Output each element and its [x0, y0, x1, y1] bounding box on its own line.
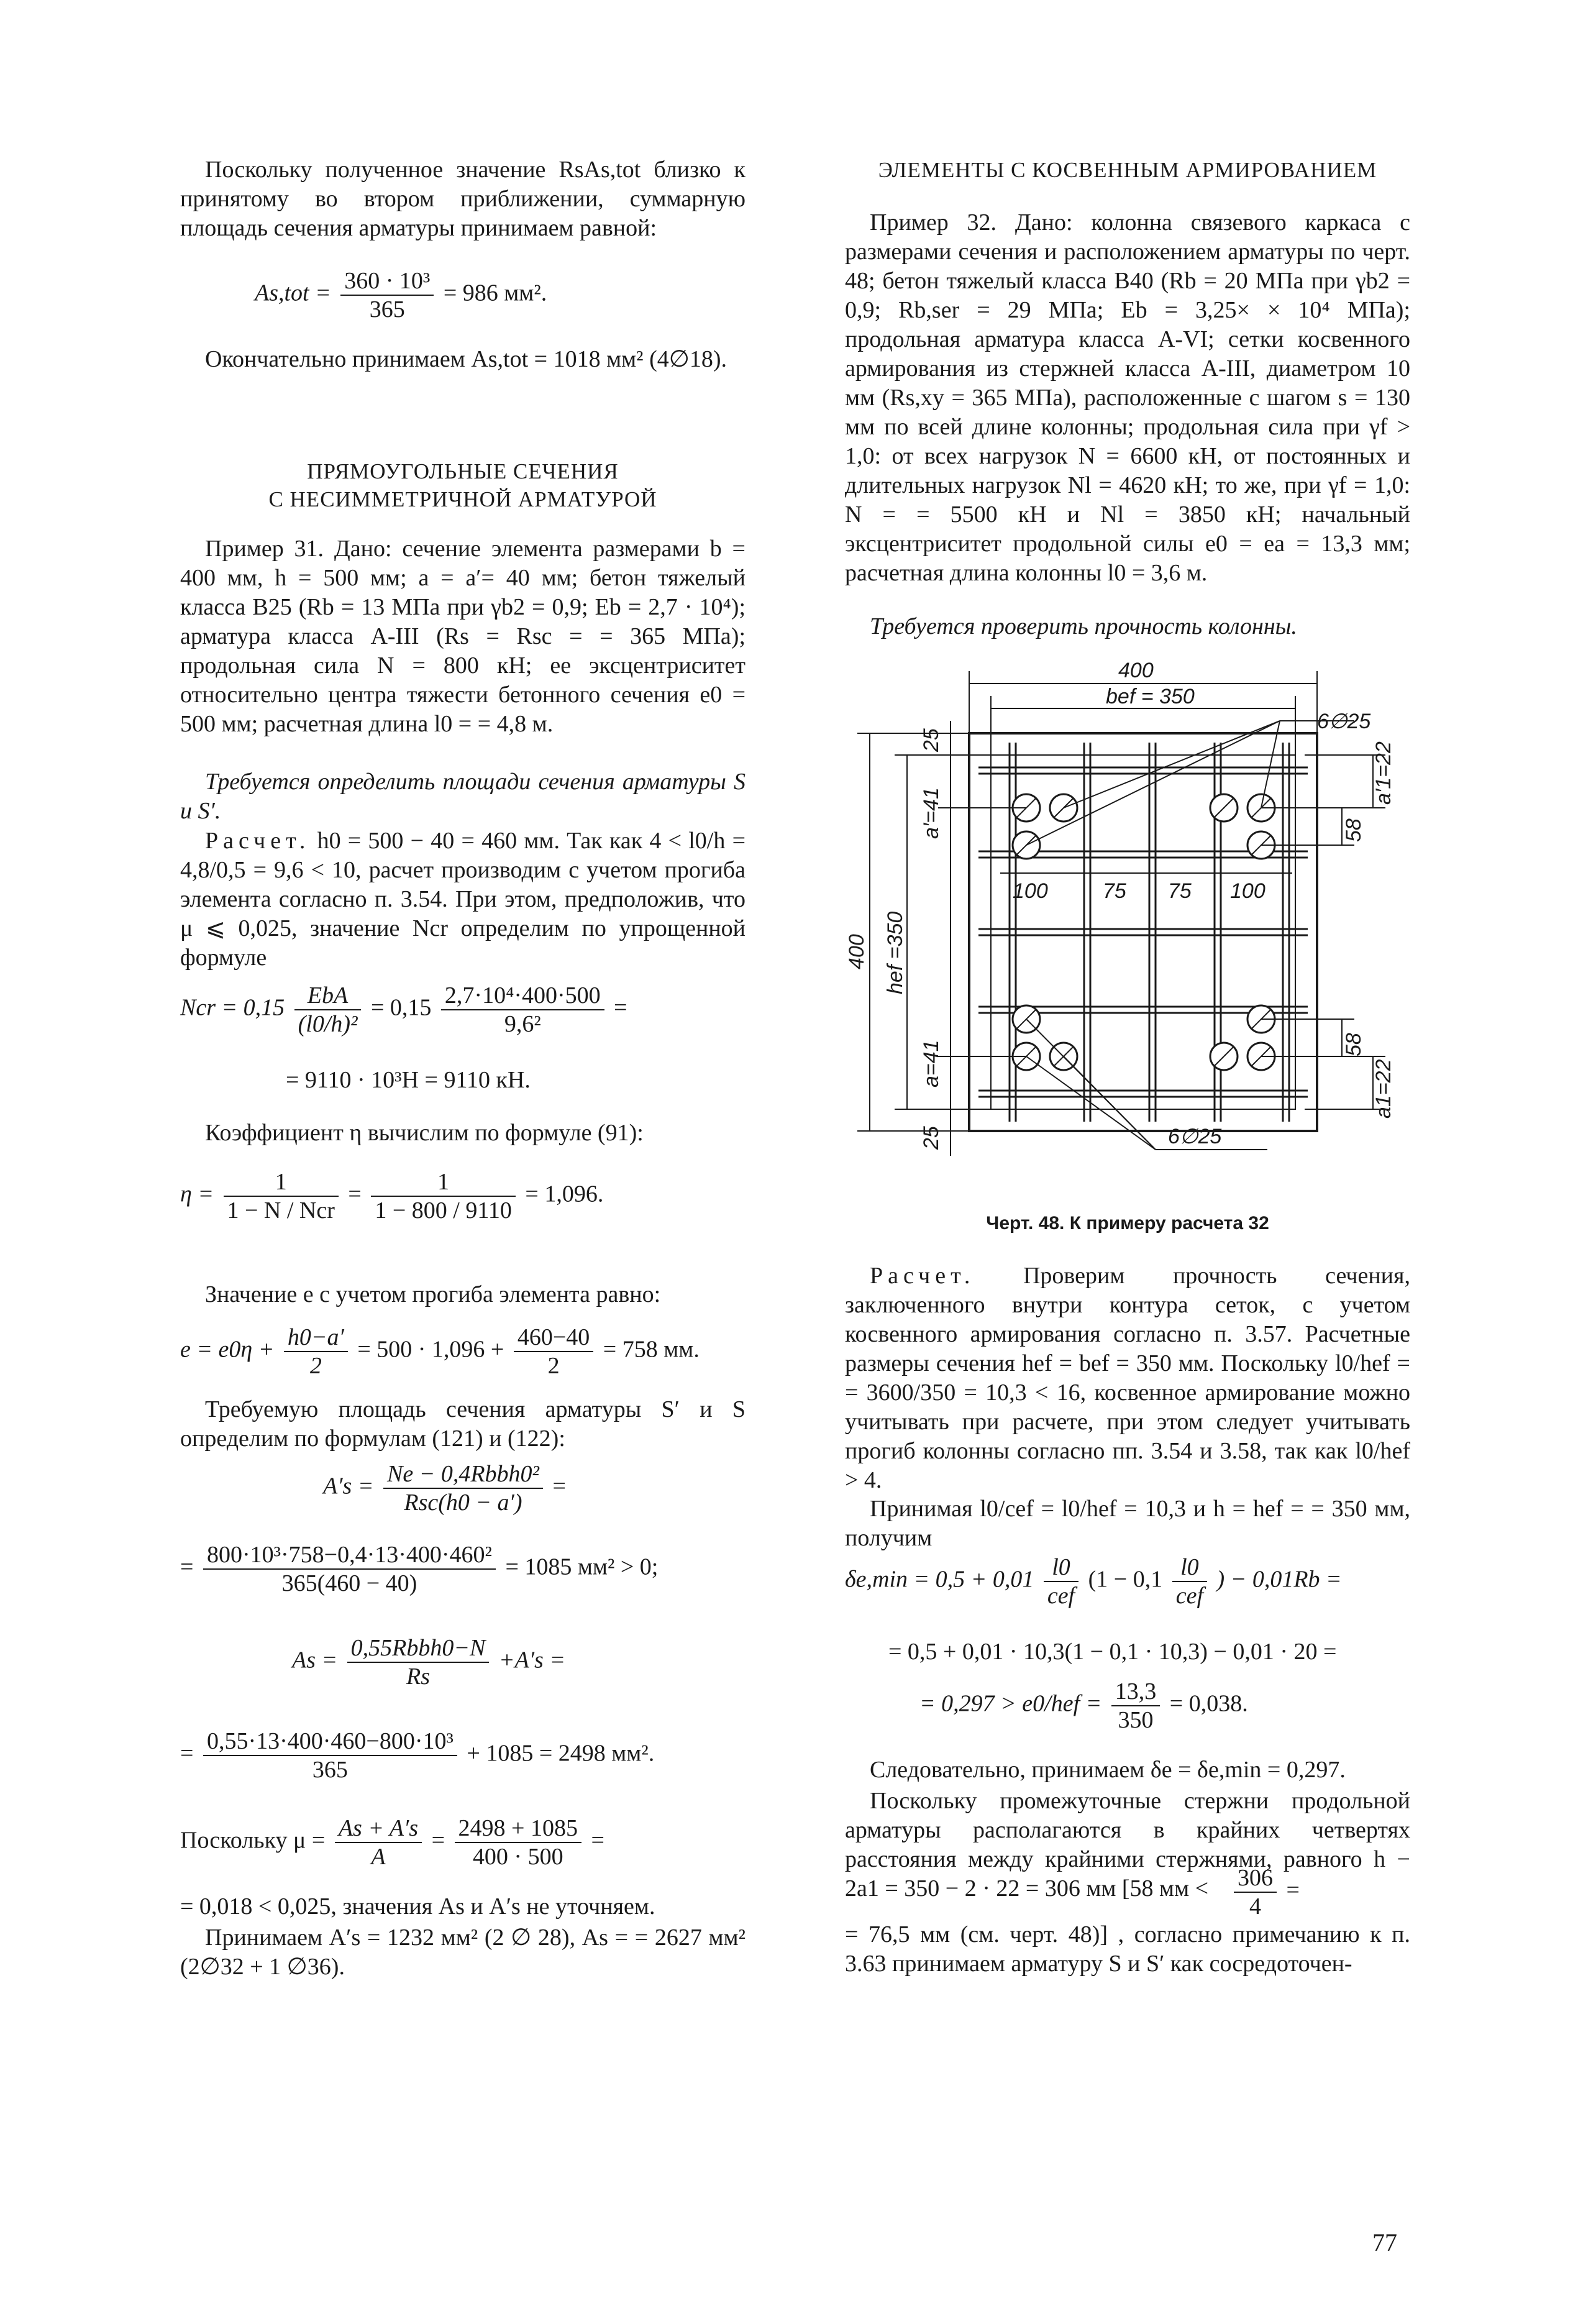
numerator: 360 · 10³ [340, 267, 434, 296]
fraction [284, 1324, 348, 1380]
numerator: 0,55Rbbh0−N [347, 1634, 490, 1663]
formula-end: = [614, 994, 627, 1021]
denominator: cef [1175, 1583, 1204, 1609]
fraction [1172, 1554, 1207, 1609]
numerator: 800·10³·758−0,4·13·400·460² [203, 1541, 496, 1570]
formula-rhs: + 1085 = 2498 мм². [467, 1740, 655, 1767]
paragraph-final-area: Окончательно принимаем As,tot = 1018 мм² (4∅18). [205, 346, 727, 372]
fraction [340, 267, 434, 323]
section-heading-indirect: ЭЛЕМЕНТЫ С КОСВЕННЫМ АРМИРОВАНИЕМ [878, 158, 1377, 182]
formula-eta: η = $\frac{1}{\text{1 − N / Ncr}}$ = $\frac{1}{1 - 800 / 9110}$ = 1,096. [180, 1169, 604, 1224]
calc-label: Расчет. [205, 828, 311, 854]
dim-a-prime: a′=41 [919, 787, 943, 839]
formula-as-tot [255, 267, 820, 323]
numerator: 0,55·13·400·460−800·10³ [203, 1728, 457, 1756]
numerator: 306 [1234, 1864, 1277, 1893]
formula-mu [180, 1815, 746, 1870]
fraction [371, 1168, 516, 1224]
denominator: 2 [547, 1353, 560, 1379]
fraction [383, 1460, 543, 1516]
denominator: Rs [406, 1664, 430, 1690]
formula-as-value: = $\frac{\text{0,55·13·400·460−800·10³}}{365}$ + 1085 = 2498 мм². [180, 1728, 655, 1783]
formula-lhs: As = [292, 1647, 338, 1673]
formula-delta-line3 [919, 1678, 1485, 1734]
dim-75-b: 75 [1168, 879, 1192, 903]
formula-lhs: δe,min = 0,5 + 0,01 [845, 1566, 1034, 1593]
formula-mid: = 500 · 1,096 + [357, 1336, 504, 1363]
paragraph-taking: Принимая l0/cef = l0/hef = 10,3 и h = hef = = 350 мм, получим [845, 1496, 1410, 1551]
paragraph-example-31: Пример 31. Дано: сечение элемента размерами b = 400 мм, h = 500 мм; a = a′= 40 мм; бетон тяжелый класса В25 (Rb = 13 МПа при γb2 = 0,9; Eb = 2,7 · 10⁴); арматура класса А-III (Rs = Rsc = = 365 МПа); продольная сила N = 800 кН; ее эксцентриситет относительно центра тяжести бетонного сечения e0 = 500 мм; расчетная длина l0 = = 4,8 м. [180, 536, 746, 737]
formula-as [292, 1634, 857, 1690]
formula-lhs: As,tot = [255, 280, 331, 306]
page-number: 77 [1372, 2228, 1397, 2256]
dim-hef: hef =350 [883, 911, 907, 994]
fraction [1111, 1678, 1161, 1734]
fraction [441, 982, 604, 1038]
numerator: l0 [1044, 1554, 1078, 1582]
paragraph-calc [180, 826, 746, 973]
dim-a: a=41 [919, 1040, 943, 1087]
denominator: 350 [1118, 1707, 1154, 1733]
numerator: 460−40 [514, 1324, 593, 1352]
fraction [347, 1634, 490, 1690]
paragraph-mu-result: = 0,018 < 0,025, значения As и A′s не уточняем. [180, 1893, 655, 1920]
formula-as-prime [323, 1460, 888, 1516]
paragraph-eta: Коэффициент η вычислим по формуле (91): [205, 1120, 644, 1146]
denominator: 2 [309, 1353, 322, 1379]
formula-rhs: = 0,038. [1169, 1690, 1248, 1717]
dim-a1-prime: a′1=22 [1372, 741, 1395, 805]
paragraph-example-32: Пример 32. Дано: колонна связевого каркаса с размерами сечения и расположением арматуры по черт. 48; бетон тяжелый класса В40 (Rb = 20 МПа при γb2 = 0,9; Rb,ser = 29 МПа; Eb = 3,25× × 10⁴ МПа); продольная арматура класса А-VI; сетки косвенного армирования из стержней класса А-III, диаметром 10 мм (Rs,xy = 365 МПа), расположенные с шагом s = 130 мм по всей длине колонны; продольная сила при γf > 1,0: от всех нагрузок N = 6600 кН, от постоянных и длительных нагрузок Nl = 4620 кН; то же, при γf = 1,0: N = = 5500 кН и Nl = 3850 кН; начальный эксцентриситет продольной силы e0 = ea = 13,3 мм; расчетная длина колонны l0 = 3,6 м. [845, 209, 1410, 586]
paragraph-accept: Принимаем A′s = 1232 мм² (2 ∅ 28), As = = 2627 мм² (2∅32 + 1 ∅36). [180, 1925, 746, 1980]
denominator: 365 [369, 296, 405, 323]
dim-25-bottom: 25 [919, 1126, 943, 1150]
denominator: 365 [312, 1757, 348, 1783]
denominator: 4 [1249, 1893, 1261, 1920]
fraction [1044, 1554, 1078, 1609]
formula-rhs: = 1,096. [525, 1181, 604, 1207]
denominator: 400 · 500 [472, 1844, 563, 1870]
dim-75-a: 75 [1103, 879, 1126, 903]
dim-58-bottom: 58 [1342, 1033, 1366, 1056]
formula-ncr-result: = 9110 · 10³H = 9110 кН. [286, 1067, 531, 1093]
dim-58-top: 58 [1342, 818, 1366, 842]
formula-lhs: = 0,297 > e0/hef = [919, 1690, 1102, 1717]
denominator: 1 − N / Ncr [227, 1197, 335, 1224]
numerator: As + A′s [335, 1815, 422, 1843]
formula-end: = [552, 1473, 566, 1499]
numerator: h0−a′ [284, 1324, 348, 1352]
numerator: 1 [224, 1168, 339, 1197]
denominator: (l0/h)² [298, 1011, 358, 1037]
paragraph-required-check: Требуется проверить прочность колонны. [870, 613, 1297, 639]
formula-lhs: Поскольку μ = [180, 1827, 326, 1854]
formula-as-prime-value: = $\frac{\text{800·10³·758−0,4·13·400·460²}}{365(460 - 40)}$ = 1085 мм² > 0; [180, 1542, 659, 1596]
paragraph-required: Требуется определить площади сечения арматуры S и S′. [180, 769, 746, 824]
dim-400-top: 400 [1118, 659, 1154, 682]
dim-100-left: 100 [1013, 879, 1048, 903]
label-bars-top: 6∅25 [1317, 710, 1371, 733]
formula-rhs: +A′s = [498, 1647, 565, 1673]
dim-a1: a1=22 [1372, 1059, 1395, 1119]
paragraph-e: Значение e с учетом прогиба элемента равно: [205, 1281, 661, 1307]
numerator: 1 [371, 1168, 516, 1197]
formula-lhs: A′s = [323, 1473, 374, 1499]
section-heading-line1: ПРЯМОУГОЛЬНЫЕ СЕЧЕНИЯ [307, 459, 619, 483]
fraction [514, 1324, 593, 1380]
dim-25-top: 25 [919, 728, 943, 752]
paragraph-therefore: Следовательно, принимаем δe = δe,min = 0,297. [870, 1757, 1346, 1783]
dim-400-left: 400 [845, 934, 869, 969]
formula-lhs: e = e0η + [180, 1336, 275, 1363]
mesh-vertical-bars [1010, 743, 1289, 1122]
calc-text: h0 = 500 − 40 = 460 мм. Так как 4 < l0/h = 4,8/0,5 = 9,6 < 10, расчет производим с учетом прогиба элемента согласно п. 3.54. При этом, предположив, что μ ⩽ 0,025, значение Ncr определим по упрощенной формуле [180, 828, 746, 971]
fraction [224, 1168, 339, 1224]
denominator: 9,6² [504, 1011, 541, 1037]
fraction [294, 982, 362, 1038]
formula-mid: = 0,15 [370, 994, 432, 1021]
calc-label: Расчет. [870, 1263, 975, 1289]
figure-48-section [845, 659, 1410, 1193]
formula-ncr [180, 982, 746, 1038]
numerator: 2498 + 1085 [455, 1815, 581, 1843]
formula-rhs: = 986 мм². [443, 280, 547, 306]
denominator: 1 − 800 / 9110 [375, 1197, 512, 1224]
formula-lhs: η = [180, 1181, 214, 1207]
denominator: A [371, 1844, 386, 1870]
formula-rhs: = 1085 мм² > 0; [505, 1554, 659, 1580]
paragraph-calc-32 [845, 1261, 1410, 1495]
formula-mid: (1 − 0,1 [1088, 1566, 1163, 1593]
fraction [1234, 1864, 1277, 1920]
figure-caption: Черт. 48. К примеру расчета 32 [986, 1213, 1269, 1234]
formula-delta [845, 1554, 1410, 1609]
denominator: Rsc(h0 − a′) [404, 1490, 522, 1516]
calc-text: Проверим прочность сечения, заключенного внутри контура сеток, с учетом косвенного армирования согласно п. 3.57. Расчетные размеры сечения hef = bef = 350 мм. Поскольку l0/hef = = 3600/350 = 10,3 < 16, косвенное армирование можно учитывать при расчете, при этом следует учитывать прогиб колонны согласно пп. 3.54 и 3.58, так как l0/hef > 4. [845, 1263, 1410, 1493]
formula-lhs: Ncr = 0,15 [180, 994, 285, 1021]
fraction [335, 1815, 422, 1870]
formula-e [180, 1324, 746, 1380]
fraction [203, 1541, 496, 1597]
paragraph-intermediate-end: = 76,5 мм (см. черт. 48)] , согласно примечанию к п. 3.63 принимаем арматуру S и S′ как сосредоточен- [845, 1921, 1410, 1977]
numerator: l0 [1172, 1554, 1207, 1582]
formula-end: = [591, 1827, 604, 1854]
formula-delta-line2: = 0,5 + 0,01 · 10,3(1 − 0,1 · 10,3) − 0,01 · 20 = [888, 1639, 1337, 1665]
fraction [455, 1815, 581, 1870]
section-heading-line2: С НЕСИММЕТРИЧНОЙ АРМАТУРОЙ [268, 487, 657, 511]
denominator: 365(460 − 40) [281, 1570, 417, 1596]
paragraph-intro: Поскольку полученное значение RsAs,tot близко к принятому во втором приближении, суммарную площадь сечения арматуры принимаем равной: [180, 157, 746, 241]
paragraph-required-area: Требуемую площадь сечения арматуры S′ и S определим по формулам (121) и (122): [180, 1396, 746, 1452]
dim-bef: bef = 350 [1106, 685, 1195, 708]
dim-100-right: 100 [1230, 879, 1265, 903]
inline-fraction [1230, 1864, 1596, 1920]
denominator: cef [1047, 1583, 1075, 1609]
formula-mid: = [431, 1827, 445, 1854]
numerator: EbA [294, 982, 362, 1010]
label-bars-bottom: 6∅25 [1168, 1125, 1222, 1148]
longitudinal-bars [1013, 794, 1275, 1070]
numerator: 13,3 [1111, 1678, 1161, 1706]
fraction [203, 1728, 457, 1783]
numerator: 2,7·10⁴·400·500 [441, 982, 604, 1010]
formula-rhs: = 758 мм. [603, 1336, 700, 1363]
paragraph-intermediate-bars: Поскольку промежуточные стержни продольной арматуры располагаются в крайних четвертях расстояния между крайними стержнями, равного h − 2a1 = 350 − 2 · 22 = 306 мм [58 мм < [845, 1788, 1410, 1902]
bar-hatching [1017, 799, 1270, 1066]
equals-sign: = [1286, 1877, 1300, 1903]
formula-rhs: ) − 0,01Rb = [1216, 1566, 1342, 1593]
numerator: Ne − 0,4Rbbh0² [383, 1460, 543, 1489]
